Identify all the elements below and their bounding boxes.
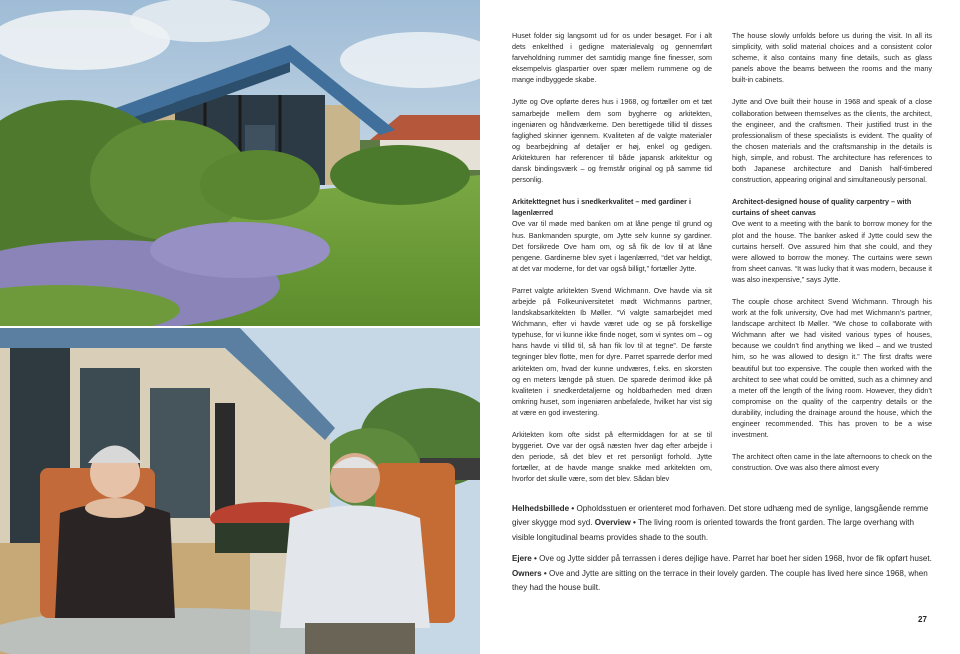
caption-owners-label-en: Owners • (512, 568, 547, 578)
danish-paragraph-5: Arkitekten kom ofte sidst på eftermiddagen for at se til byggeriet. Ove var der også næsten hver dag efter arbejde i den periode, så det blev et ret personligt forhold. Jytte fortæller, at de havde mange snakke med arkitekten om, hvorfor det skulle være, som det blev. Sådan blev (512, 430, 712, 484)
page-number: 27 (918, 615, 927, 624)
danish-subheading: Arkitekttegnet hus i snedkerkvalitet – med gardiner i lagenlærred (512, 197, 691, 218)
english-subheading: Architect-designed house of quality carpentry – with curtains of sheet canvas (732, 197, 912, 218)
couple-terrace-illustration (0, 328, 480, 654)
english-paragraph-3: Ove went to a meeting with the bank to borrow money for the plot and the house. The banker asked if Jytte could sew the curtains herself. Ove assured him that she could, and they were allowed to borrow the money. The curtains were sewn from sheet canvas. “It was lucky that it was modern, because it was also inexpensive,” says Jytte. (732, 219, 932, 284)
house-exterior-photo (0, 0, 480, 326)
english-paragraph-4: The couple chose architect Svend Wichmann. Through his work at the folk university, Ove had met Wichmann’s partner, landscape architect Ib Møller. “We chose to collaborate with Wichmann after we had visited various types of houses, because we couldn’t find anything we liked – and we trusted him, so he was allowed to design it.” The first drafts were beautiful but too expensive. The couple then worked with the architect to see what could be omitted, such as a chimney and a meter off the length of the living room. However, they didn’t compromise on the quality of the carpentry details or the durability, including the drainage around the house, which the engineer recommended. This has proven to be a wise investment. (732, 296, 932, 440)
couple-terrace-photo (0, 328, 480, 654)
english-paragraph-5: The architect often came in the late afternoons to check on the construction. Ove was also there almost every (732, 452, 932, 473)
photo-captions (512, 502, 932, 602)
caption-overview (512, 502, 932, 545)
caption-overview-label-da: Helhedsbillede • (512, 504, 575, 513)
english-text-column (732, 30, 932, 484)
caption-owners-text-en: Ove and Jytte are sitting on the terrace in their lovely garden. The couple has lived here since 1968, when they had the house built. (512, 568, 928, 593)
caption-overview-text-da: Opholdsstuen er orienteret mod forhaven. Det store udhæng med de synlige, langsgående remme giver skygge mod syd. (512, 504, 929, 528)
danish-text-column (512, 30, 712, 495)
caption-owners-text-da: Ove og Jytte sidder på terrassen i deres dejlige have. Parret har boet her siden 1968, hvor de fik opført huset. (536, 554, 932, 564)
english-paragraph-2: Jytte and Ove built their house in 1968 and speak of a close collaboration between themselves as the clients, the architect, the engineer, and the craftsmen. Their justified trust in the professionalism of these specialists is evident. The quality of the chosen materials and the craftsmanship in the details is high, simple, and robust. The architecture has references to both Japanese architecture and Danish half-timbered construction, appearing original and simultaneously personal. (732, 97, 932, 185)
caption-overview-text-en: The living room is oriented towards the front garden. The large overhang with visible longitudinal beams provides shade to the south. (512, 518, 915, 542)
caption-overview-label-en: Overview • (592, 518, 636, 528)
english-paragraph-1: The house slowly unfolds before us during the visit. In all its simplicity, with solid material choices and a consistent color scheme, it also contains many fine details, such as glass panels above the beams between the rooms and the many built-in cabinets. (732, 31, 932, 85)
caption-owners (512, 552, 932, 595)
house-exterior-illustration (0, 0, 480, 326)
caption-owners-label-da: Ejere • (512, 554, 537, 564)
danish-paragraph-4: Parret valgte arkitekten Svend Wichmann. Ove havde via sit arbejde på Folkeuniversitetet mødt Wichmanns partner, landskabsarkitekten Ib Møller. “Vi valgte samarbejdet med Wichmann, efter vi havde været ude og se på forskellige typehuse, for vi kunne ikke finde noget, som vi syntes om – og hans havde vi tillid til, så han fik lov til at tegne”. De første tegninger blev flotte, men for dyre. Parret sparrede derfor med arkitekten om, hvad der kunne undværes, f.eks. en skorsten og en meters længde på stuen. De sparede derimod ikke på kvaliteten i snedkerdetaljerne og holdbarheden med dræn omkring huset, som ingeniøren anbefalede, hvilket har vist sig at være en god investering. (512, 285, 712, 417)
danish-paragraph-1: Huset folder sig langsomt ud for os under besøget. For i alt dets enkelthed i gedigne materialevalg og gennemført farveholdning rummer det samtidig mange fine finesser, som eksempelvis glaspartier over spær mellem rummene og de mange indbyggede skabe. (512, 31, 712, 85)
danish-paragraph-2: Jytte og Ove opførte deres hus i 1968, og fortæller om et tæt samarbejde mellem dem som bygherre og arkitekten, ingeniøren og håndværkerne. Den berettigede tillid til disses faglighed skinner igennem. Kvaliteten af de valgte materialer og bearbejdning af detaljer er høj, enkel og gedigen. Arkitekturen har referencer til både japansk arkitektur og dansk bindingsværk – og fremstår original og på samme tid personlig. (512, 97, 712, 185)
danish-paragraph-3: Ove var til møde med banken om at låne penge til grund og hus. Bankmanden spurgte, om Jytte selv kunne sy gardiner. Det forsikrede Ove ham om, og så fik de lov til at låne pengene. Gardinerne blev syet i lagenlærred, “det var heldigt, at det var moderne, for det var også billigt,” fortæller Jytte. (512, 219, 712, 273)
